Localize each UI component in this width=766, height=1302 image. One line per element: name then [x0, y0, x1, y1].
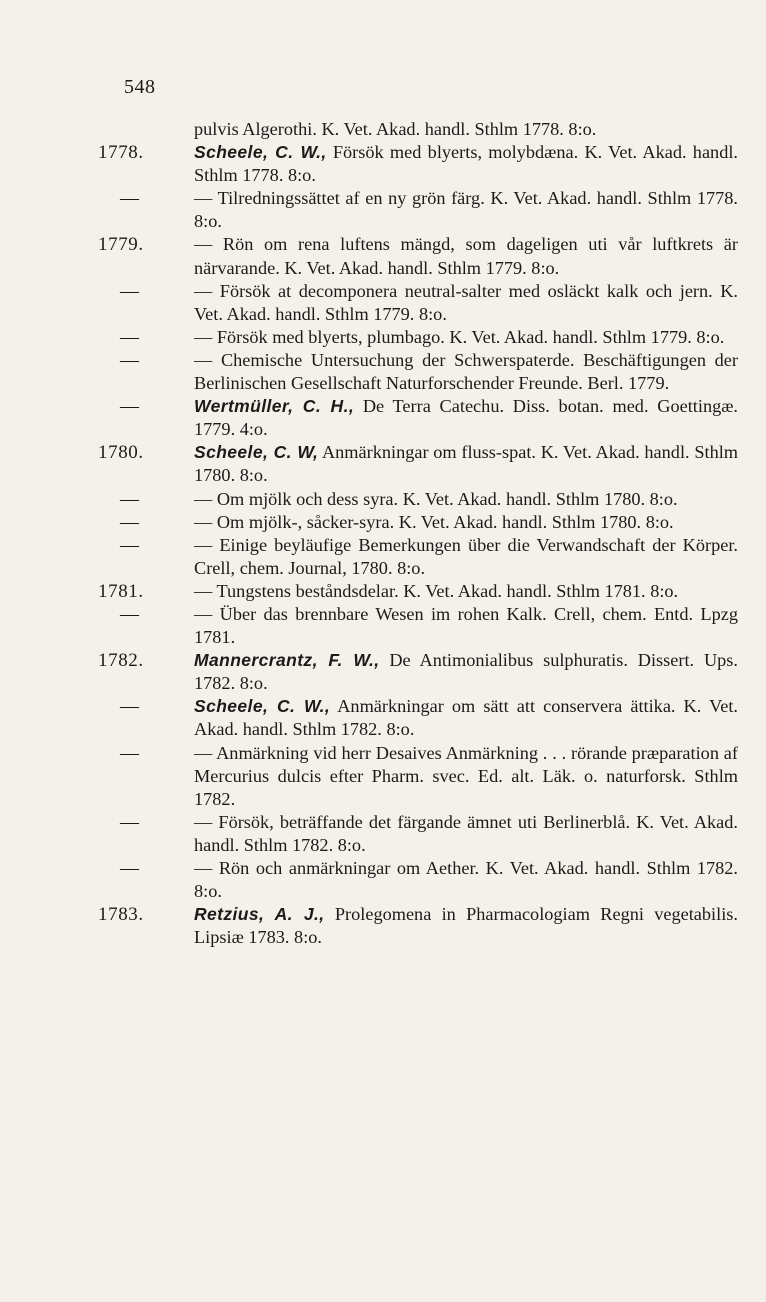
entry-text [194, 349, 738, 395]
entry-year: — [120, 603, 140, 625]
bibliography-entry [98, 488, 738, 511]
entry-author: Retzius, A. J., [194, 904, 325, 925]
bibliography-entry [98, 141, 738, 187]
entry-text [194, 488, 738, 511]
bibliography-entry [98, 534, 738, 580]
entry-year: — [120, 280, 140, 302]
entry-body: De Terra Catechu. Diss. botan. med. Goettingæ. 1779. 4:o. [194, 396, 738, 440]
entry-text [194, 441, 738, 487]
bibliography-entry [98, 649, 738, 695]
bibliography-entry [98, 603, 738, 649]
entry-text [194, 280, 738, 326]
entry-text [194, 395, 738, 441]
entry-body: — Rön och anmärkningar om Aether. K. Vet. Akad. handl. Sthlm 1782. 8:o. [194, 858, 738, 902]
entry-year: — [120, 858, 140, 879]
bibliography-entry [98, 233, 738, 279]
entry-text [194, 649, 738, 695]
entry-text [194, 534, 738, 580]
entry-body: Prolegomena in Pharmacologiam Regni vegetabilis. Lipsiæ 1783. 8:o. [194, 904, 738, 948]
entry-body: Anmärkningar om fluss-spat. K. Vet. Akad. handl. Sthlm 1780. 8:o. [194, 442, 739, 486]
entry-text [194, 857, 738, 903]
bibliography-entry [98, 580, 738, 603]
entry-text [194, 903, 738, 949]
entry-author: Scheele, C. W, [194, 442, 319, 463]
entry-body: — Försök med blyerts, plumbago. K. Vet. Akad. handl. Sthlm 1779. 8:o. [194, 326, 725, 347]
entry-year: 1783. [98, 904, 144, 926]
entry-year: — [120, 488, 140, 510]
entry-year: 1778. [98, 142, 144, 164]
entry-year: — [120, 326, 140, 348]
bibliography-entry [98, 118, 738, 141]
entry-year: — [120, 511, 140, 533]
bibliography-entry [98, 695, 738, 741]
entry-author: Mannercrantz, F. W., [194, 650, 380, 671]
entry-body: — Tungstens beståndsdelar. K. Vet. Akad. handl. Sthlm 1781. 8:o. [194, 580, 679, 601]
entry-year: — [120, 349, 140, 371]
entry-body: — Om mjölk och dess syra. K. Vet. Akad. handl. Sthlm 1780. 8:o. [194, 488, 678, 509]
entry-body: — Über das brennbare Wesen im rohen Kalk. Crell, chem. Entd. Lpzg 1781. [194, 603, 738, 648]
entry-year: 1781. [98, 580, 144, 602]
entry-author: Scheele, C. W., [194, 696, 331, 717]
entry-text [194, 603, 738, 649]
entry-year: — [120, 811, 140, 833]
entry-author: Wertmüller, C. H., [194, 396, 355, 417]
entry-body: — Om mjölk-, såcker-syra. K. Vet. Akad. handl. Sthlm 1780. 8:o. [194, 511, 674, 532]
bibliography-entry [98, 811, 738, 857]
entry-year: 1780. [98, 442, 144, 464]
entry-body: — Anmärkning vid herr Desaives Anmärkning . . . rörande præparation af Mercurius dulcis efter Pharm. svec. Ed. alt. Läk. o. naturforsk. Sthlm 1782. [194, 742, 738, 809]
bibliography-entry [98, 903, 738, 949]
entry-text [194, 141, 738, 187]
entry-body: — Rön om rena luftens mängd, som dageligen uti vår luftkrets är närvarande. K. Vet. Akad. handl. Sthlm 1779. 8:o. [194, 234, 738, 278]
entry-text [194, 118, 738, 141]
bibliography-entry [98, 441, 738, 487]
entry-text [194, 233, 738, 279]
entry-body: Försök med blyerts, molybdæna. K. Vet. Akad. handl. Sthlm 1778. 8:o. [194, 142, 738, 186]
entry-body: De Antimonialibus sulphuratis. Dissert. Ups. 1782. 8:o. [194, 650, 738, 694]
bibliography-entry [98, 511, 738, 534]
entry-text [194, 811, 738, 857]
entry-body: Anmärkningar om sätt att conservera ättika. K. Vet. Akad. handl. Sthlm 1782. 8:o. [194, 696, 739, 740]
entry-text [194, 511, 738, 534]
entry-body: — Försök at decomponera neutral-salter med osläckt kalk och jern. K. Vet. Akad. handl. Sthlm 1779. 8:o. [194, 280, 738, 324]
page-number: 548 [124, 76, 156, 98]
bibliography-entry [98, 187, 738, 233]
entry-text [194, 326, 738, 349]
bibliography-entry [98, 326, 738, 349]
entry-text [194, 187, 738, 233]
entry-text [194, 695, 738, 741]
entry-year: — [120, 188, 140, 210]
bibliography-entry [98, 280, 738, 326]
entry-year: — [120, 742, 140, 764]
entry-body: — Chemische Untersuchung der Schwerspaterde. Beschäftigungen der Berlinischen Gesellschaft Naturforschender Freunde. Berl. 1779. [194, 349, 738, 394]
entry-body: — Försök, beträffande det färgande ämnet uti Berlinerblå. K. Vet. Akad. handl. Sthlm 1782. 8:o. [194, 811, 738, 855]
entry-year: — [120, 696, 140, 718]
entry-year: 1782. [98, 650, 144, 672]
entry-text [194, 580, 738, 603]
entry-text [194, 742, 738, 811]
entry-year: 1779. [98, 234, 144, 256]
entry-body: pulvis Algerothi. K. Vet. Akad. handl. Sthlm 1778. 8:o. [194, 119, 597, 139]
bibliography-entry [98, 349, 738, 395]
entry-author: Scheele, C. W., [194, 142, 327, 163]
bibliography-entry [98, 395, 738, 441]
entry-body: — Tilredningssättet af en ny grön färg. K. Vet. Akad. handl. Sthlm 1778. 8:o. [194, 188, 738, 232]
bibliography-entry [98, 857, 738, 903]
entry-year: — [120, 534, 140, 556]
bibliography-entry [98, 742, 738, 811]
entry-body: — Einige beyläufige Bemerkungen über die Verwandschaft der Körper. Crell, chem. Journal, 1780. 8:o. [194, 534, 738, 578]
bibliography-list [98, 118, 738, 949]
entry-year: — [120, 396, 140, 418]
